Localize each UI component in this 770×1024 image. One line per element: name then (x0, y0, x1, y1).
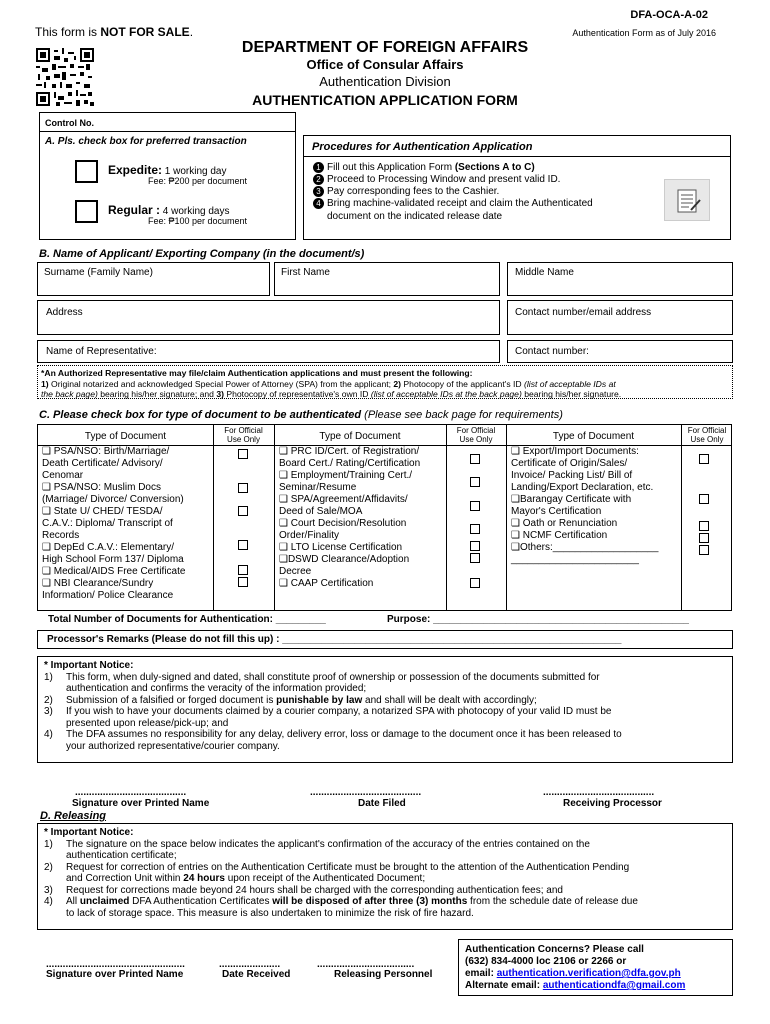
representative-field[interactable] (37, 340, 500, 363)
document-type-line: Deed of Sale/MOA (279, 506, 363, 517)
contact-email-label: Contact number/email address (515, 307, 652, 318)
document-type-line: Board Cert./ Rating/Certification (279, 458, 421, 469)
department-name: DEPARTMENT OF FOREIGN AFFAIRS (241, 39, 529, 56)
address-label: Address (46, 307, 83, 318)
release-signature-line[interactable]: .................................................. (46, 959, 185, 970)
receiving-processor-line[interactable]: ........................................ (543, 787, 655, 798)
concerns-box (458, 939, 733, 996)
receiving-processor-label: Receiving Processor (563, 798, 662, 809)
date-filed-label: Date Filed (358, 798, 406, 809)
document-type-line: ❑ SPA/Agreement/Affidavits/ (279, 494, 408, 505)
official-checkbox[interactable] (238, 565, 248, 575)
official-checkbox[interactable] (470, 454, 480, 464)
document-type-line: ❑ Medical/AIDS Free Certificate (42, 566, 186, 577)
col3-official: For Official Use Only (687, 426, 727, 444)
official-checkbox[interactable] (238, 540, 248, 550)
section-a-label: A. Pls. check box for preferred transaction (45, 136, 247, 147)
section-c-title-bold: C. Please check box for type of document to be authenticated (39, 409, 362, 421)
procedures-title: Procedures for Authentication Application (312, 141, 533, 153)
document-type-line: ❑ Employment/Training Cert./ (279, 470, 413, 481)
procedure-step-1: 1 Fill out this Application Form (Sections A to C) (313, 162, 593, 174)
email-link[interactable]: authentication.verification@dfa.gov.ph (496, 968, 681, 979)
official-checkbox[interactable] (470, 477, 480, 487)
col1-official: For Official Use Only (224, 426, 263, 444)
date-received-label: Date Received (222, 969, 291, 980)
document-type-line: ❑ PRC ID/Cert. of Registration/ (279, 446, 420, 457)
middle-name-label: Middle Name (515, 267, 574, 278)
official-checkbox[interactable] (699, 533, 709, 543)
document-type-line: ❑ NCMF Certification (511, 530, 608, 541)
section-a-box (39, 131, 296, 240)
document-type-line: ❑ CAAP Certification (279, 578, 374, 589)
document-type-line: Information/ Police Clearance (42, 590, 174, 601)
control-no-label: Control No. (45, 118, 94, 128)
official-checkbox[interactable] (699, 454, 709, 464)
col2-documents (279, 446, 420, 590)
signature-label: Signature over Printed Name (72, 798, 210, 809)
representative-label: Name of Representative: (46, 346, 157, 357)
notice-item-4: 4) The DFA assumes no responsibility for any delay, delivery error, loss or damage to the document once it has been released to your authorized representative/courier company. (44, 729, 622, 752)
col1-documents (42, 446, 185, 602)
document-type-line: ❑ PSA/NSO: Muslim Docs (42, 482, 161, 493)
document-type-line: ❑ LTO License Certification (279, 542, 403, 553)
middle-name-field[interactable] (507, 262, 733, 296)
division-name: Authentication Division (319, 74, 451, 89)
regular-checkbox[interactable] (75, 200, 98, 223)
surname-label: Surname (Family Name) (44, 267, 153, 278)
document-type-line: ❑ NBI Clearance/Sundry (42, 578, 154, 589)
document-type-line: ❑ Court Decision/Resolution (279, 518, 407, 529)
surname-field[interactable] (37, 262, 270, 296)
signature-line[interactable]: ........................................ (75, 787, 187, 798)
procedure-step-4: 4 Bring machine-validated receipt and claim the Authenticated (313, 198, 593, 210)
col3-header: Type of Document (552, 431, 635, 442)
regular-label: Regular : (108, 203, 161, 217)
first-name-label: First Name (281, 267, 330, 278)
rep-notice-title: *An Authorized Representative may file/claim Authentication applications and must present the following: (41, 368, 473, 378)
not-for-sale-post: . (189, 25, 194, 39)
releasing-item-3: 3) Request for corrections made beyond 24 hours shall be charged with the corresponding authentication fees; and (44, 884, 563, 896)
concerns-line-1: Authentication Concerns? Please call (465, 944, 644, 955)
section-b-title: B. Name of Applicant/ Exporting Company (in the document/s) (39, 248, 365, 260)
rep-notice-line1: 1) Original notarized and acknowledged Special Power of Attorney (SPA) from the applicant; 2) Photocopy of the applicant's ID (list of acceptable IDs at (41, 378, 616, 389)
expedite-fee: Fee: ₱200 per document (148, 176, 248, 186)
expedite-option (108, 163, 227, 177)
document-type-line: Decree (279, 566, 312, 577)
releasing-item-4: 4) All unclaimed DFA Authentication Certificates will be disposed of after three (3) months from the schedule date of release due to lack of storage space. This measure is also undertaken to minimize the risk of fire hazard. (44, 896, 638, 919)
document-type-line: Invoice/ Packing List/ Bill of (511, 470, 633, 481)
document-type-line: Landing/Export Declaration, etc. (511, 482, 654, 493)
procedure-step-4-cont: document on the indicated release date (327, 210, 503, 222)
document-type-line: (Marriage/ Divorce/ Conversion) (42, 494, 184, 505)
document-type-line: High School Form 137/ Diploma (42, 554, 184, 565)
col2-header: Type of Document (319, 431, 401, 442)
expedite-checkbox[interactable] (75, 160, 98, 183)
concerns-email: email: authentication.verification@dfa.gov.ph (465, 968, 681, 979)
notice-item-2: 2) Submission of a falsified or forged document is punishable by law and shall will be dealt with accordingly; (44, 694, 537, 706)
address-field[interactable] (37, 300, 500, 335)
first-name-field[interactable] (274, 262, 500, 296)
document-type-line: ❑ Oath or Renunciation (511, 518, 618, 529)
col3-documents (511, 446, 658, 566)
not-for-sale (35, 25, 193, 39)
document-type-line: ❑DSWD Clearance/Adoption (279, 554, 410, 565)
important-notice-box (37, 656, 733, 763)
document-type-line: Death Certificate/ Advisory/ (42, 458, 163, 469)
official-checkbox[interactable] (238, 577, 248, 587)
document-icon (664, 179, 710, 221)
expedite-label: Expedite: (108, 163, 163, 177)
section-c-title (39, 409, 563, 421)
section-c-title-rest: (Please see back page for requirements) (361, 409, 563, 421)
col1-header: Type of Document (84, 431, 167, 442)
document-type-line: C.A.V.: Diploma/ Transcript of (42, 518, 173, 529)
form-date: Authentication Form as of July 2016 (572, 28, 716, 38)
official-checkbox[interactable] (238, 449, 248, 459)
document-type-line: Order/Finality (279, 530, 340, 541)
document-type-line: ❑ DepEd C.A.V.: Elementary/ (42, 542, 174, 553)
official-checkbox[interactable] (470, 541, 480, 551)
official-checkbox[interactable] (470, 578, 480, 588)
col2-official: For Official Use Only (456, 426, 496, 444)
release-signature-label: Signature over Printed Name (46, 969, 184, 980)
date-received-line[interactable]: ...................... (219, 959, 281, 970)
procedures-box (303, 135, 731, 240)
contact-email-field[interactable] (507, 300, 733, 335)
official-checkbox[interactable] (470, 524, 480, 534)
document-type-line: ❑ PSA/NSO: Birth/Marriage/ (42, 446, 170, 457)
regular-option (108, 203, 230, 217)
releasing-item-2: 2) Request for correction of entries on the Authentication Certificate must be brought to the attention of the Authentication Pending and Correction Unit within 24 hours upon receipt of the Authenticated Document; (44, 861, 630, 884)
document-type-line: _______________________ (511, 554, 639, 565)
form-title: AUTHENTICATION APPLICATION FORM (252, 92, 518, 108)
releasing-personnel-label: Releasing Personnel (334, 969, 433, 980)
section-d-title: D. Releasing (40, 810, 107, 822)
rep-notice-line2: the back page) bearing his/her signature; and 3) Photocopy of representative's own ID (list of acceptable IDs at the back page) bearing his/her signature. (41, 389, 622, 399)
official-checkbox[interactable] (699, 521, 709, 531)
official-checkbox[interactable] (699, 494, 709, 504)
notice-item-3: 3) If you wish to have your documents claimed by a courier company, a notarized SPA with photocopy of your valid ID must be presented upon release/pick-up; and (44, 706, 612, 729)
form-code: DFA-OCA-A-02 (630, 9, 708, 21)
alt-email-link[interactable]: authenticationdfa@gmail.com (542, 980, 686, 991)
document-type-line: ❑Others:___________________ (511, 542, 659, 553)
control-no-field[interactable] (39, 112, 296, 132)
releasing-notice-box (37, 823, 733, 930)
date-filed-line[interactable]: ........................................ (310, 787, 422, 798)
not-for-sale-pre: This form is (35, 25, 101, 39)
total-documents-field[interactable]: Total Number of Documents for Authentication: _________ (48, 614, 326, 625)
notice-title: * Important Notice: (44, 660, 134, 671)
expedite-time: 1 working day (164, 166, 227, 177)
processor-remarks-label: Processor's Remarks (Please do not fill this up) : _____________________________________________________________ (47, 634, 622, 645)
document-type-line: Records (42, 530, 80, 541)
document-type-line: Mayor's Certification (511, 506, 602, 517)
document-type-line: Cenomar (42, 470, 84, 481)
releasing-item-1: 1) The signature on the space below indicates the applicant's confirmation of the accuracy of the entries contained on the authentication certificate; (44, 838, 590, 861)
processor-remarks-field[interactable] (37, 630, 733, 649)
document-type-line: Certificate of Origin/Sales/ (511, 458, 628, 469)
representative-notice (37, 365, 733, 399)
official-checkbox[interactable] (470, 501, 480, 511)
document-type-line: ❑ Export/Import Documents: (511, 446, 639, 457)
contact-number-field[interactable] (507, 340, 733, 363)
procedure-step-3: 3 Pay corresponding fees to the Cashier. (313, 186, 593, 198)
document-type-line: Seminar/Resume (279, 482, 357, 493)
contact-number-label: Contact number: (515, 346, 589, 357)
releasing-notice-title: * Important Notice: (44, 827, 134, 838)
document-type-line: ❑ State U/ CHED/ TESDA/ (42, 506, 163, 517)
official-checkbox[interactable] (238, 506, 248, 516)
concerns-line-2: (632) 834-4000 loc 2106 or 2266 or (465, 956, 627, 967)
document-type-table (37, 424, 732, 611)
official-checkbox[interactable] (238, 483, 248, 493)
regular-time: 4 working days (162, 206, 230, 217)
office-name: Office of Consular Affairs (306, 57, 464, 72)
procedure-step-2: 2 Proceed to Processing Window and present valid ID. (313, 174, 593, 186)
official-checkbox[interactable] (470, 553, 480, 563)
not-for-sale-bold: NOT FOR SALE (100, 25, 190, 39)
regular-fee: Fee: ₱100 per document (148, 216, 248, 226)
purpose-field[interactable]: Purpose: ______________________________________________ (387, 614, 689, 625)
notice-item-1: 1) This form, when duly-signed and dated, shall constitute proof of ownership or possession of the documents submitted for authentication and confirms the veracity of the information provided; (44, 671, 600, 694)
concerns-alt-email: Alternate email: authenticationdfa@gmail.com (465, 980, 686, 991)
document-type-line: ❑Barangay Certificate with (511, 494, 632, 505)
releasing-personnel-line[interactable]: ................................... (317, 959, 415, 970)
official-checkbox[interactable] (699, 545, 709, 555)
procedure-steps (313, 162, 593, 223)
